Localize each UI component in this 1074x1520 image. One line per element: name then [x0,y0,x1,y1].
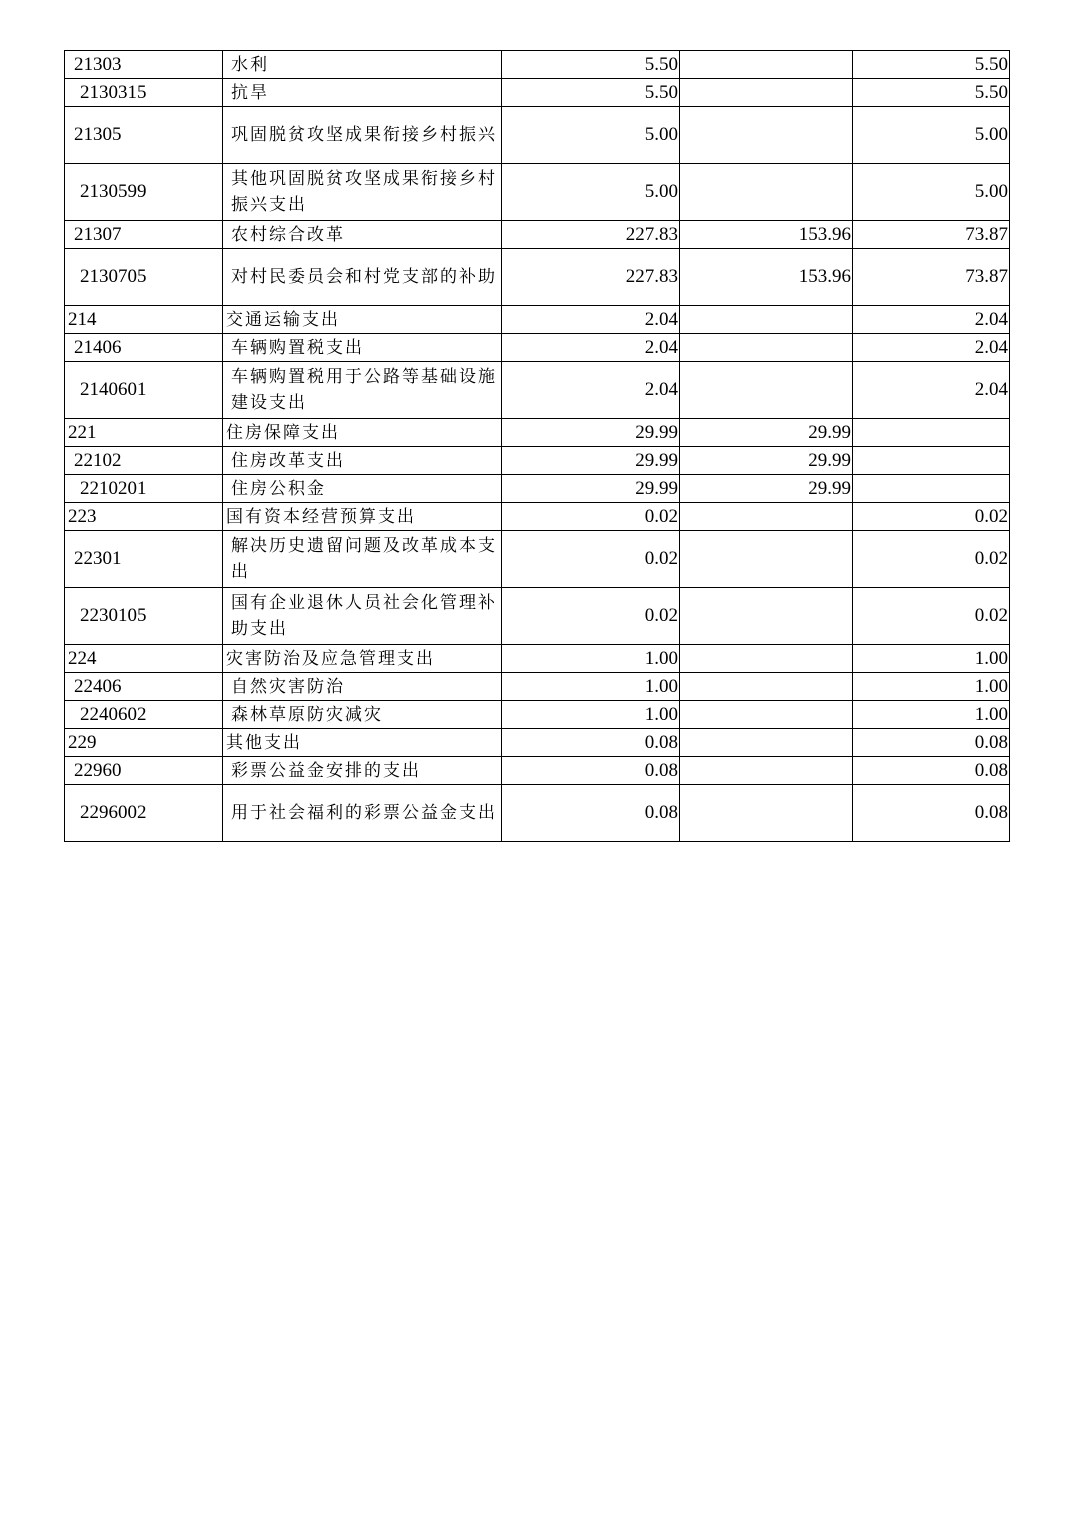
subject-name-cell: 巩固脱贫攻坚成果衔接乡村振兴 [223,107,502,164]
table-row [65,531,1010,588]
total-amount-cell: 5.50 [502,51,680,79]
subject-code-cell: 2130599 [65,164,223,221]
table-row [65,701,1010,729]
project-amount-cell: 0.02 [853,503,1010,531]
subject-code-cell: 21305 [65,107,223,164]
project-amount-cell [853,419,1010,447]
subject-name-cell: 其他巩固脱贫攻坚成果衔接乡村振兴支出 [223,164,502,221]
total-amount-cell: 5.00 [502,164,680,221]
subject-name-cell: 住房公积金 [223,475,502,503]
project-amount-cell: 2.04 [853,362,1010,419]
subject-name-cell: 解决历史遗留问题及改革成本支出 [223,531,502,588]
table-row [65,645,1010,673]
total-amount-cell: 0.08 [502,785,680,842]
table-row [65,785,1010,842]
project-amount-cell: 5.50 [853,79,1010,107]
subject-name-cell: 车辆购置税用于公路等基础设施建设支出 [223,362,502,419]
basic-amount-cell [680,306,853,334]
project-amount-cell: 5.00 [853,107,1010,164]
project-amount-cell: 0.08 [853,785,1010,842]
basic-amount-cell [680,729,853,757]
table-row [65,447,1010,475]
total-amount-cell: 1.00 [502,645,680,673]
project-amount-cell: 0.02 [853,588,1010,645]
subject-code-cell: 22301 [65,531,223,588]
total-amount-cell: 2.04 [502,306,680,334]
project-amount-cell: 1.00 [853,645,1010,673]
subject-name-cell: 其他支出 [223,729,502,757]
basic-amount-cell [680,107,853,164]
table-row [65,164,1010,221]
table-row [65,107,1010,164]
subject-code-cell: 22960 [65,757,223,785]
total-amount-cell: 2.04 [502,362,680,419]
project-amount-cell: 73.87 [853,221,1010,249]
subject-name-cell: 车辆购置税支出 [223,334,502,362]
subject-code-cell: 2130705 [65,249,223,306]
basic-amount-cell: 29.99 [680,475,853,503]
basic-amount-cell: 153.96 [680,221,853,249]
subject-code-cell: 2210201 [65,475,223,503]
subject-code-cell: 2140601 [65,362,223,419]
subject-code-cell: 22406 [65,673,223,701]
total-amount-cell: 227.83 [502,249,680,306]
table-row [65,503,1010,531]
basic-amount-cell: 29.99 [680,447,853,475]
project-amount-cell: 1.00 [853,673,1010,701]
subject-name-cell: 农村综合改革 [223,221,502,249]
total-amount-cell: 2.04 [502,334,680,362]
basic-amount-cell [680,362,853,419]
project-amount-cell: 5.50 [853,51,1010,79]
subject-code-cell: 223 [65,503,223,531]
subject-code-cell: 229 [65,729,223,757]
table-row [65,51,1010,79]
table-row [65,334,1010,362]
table-row [65,673,1010,701]
subject-code-cell: 2240602 [65,701,223,729]
subject-code-cell: 21307 [65,221,223,249]
table-body [65,51,1010,842]
subject-name-cell: 国有资本经营预算支出 [223,503,502,531]
subject-code-cell: 21406 [65,334,223,362]
table-row [65,588,1010,645]
basic-amount-cell: 29.99 [680,419,853,447]
total-amount-cell: 0.08 [502,757,680,785]
table-row [65,221,1010,249]
basic-amount-cell [680,673,853,701]
project-amount-cell: 2.04 [853,306,1010,334]
basic-amount-cell [680,334,853,362]
table-row [65,475,1010,503]
subject-code-cell: 22102 [65,447,223,475]
basic-amount-cell [680,79,853,107]
subject-name-cell: 彩票公益金安排的支出 [223,757,502,785]
total-amount-cell: 29.99 [502,447,680,475]
budget-table-sheet [64,50,1009,842]
subject-code-cell: 21303 [65,51,223,79]
project-amount-cell: 0.08 [853,729,1010,757]
subject-code-cell: 2230105 [65,588,223,645]
total-amount-cell: 1.00 [502,701,680,729]
project-amount-cell: 1.00 [853,701,1010,729]
subject-name-cell: 森林草原防灾减灾 [223,701,502,729]
subject-name-cell: 用于社会福利的彩票公益金支出 [223,785,502,842]
subject-name-cell: 灾害防治及应急管理支出 [223,645,502,673]
project-amount-cell [853,475,1010,503]
subject-code-cell: 214 [65,306,223,334]
total-amount-cell: 29.99 [502,475,680,503]
basic-amount-cell [680,645,853,673]
total-amount-cell: 1.00 [502,673,680,701]
subject-name-cell: 住房保障支出 [223,419,502,447]
total-amount-cell: 5.00 [502,107,680,164]
table-row [65,306,1010,334]
expenditure-table [64,50,1010,842]
subject-name-cell: 交通运输支出 [223,306,502,334]
subject-name-cell: 国有企业退休人员社会化管理补助支出 [223,588,502,645]
table-row [65,729,1010,757]
project-amount-cell: 2.04 [853,334,1010,362]
table-row [65,362,1010,419]
subject-name-cell: 水利 [223,51,502,79]
subject-name-cell: 对村民委员会和村党支部的补助 [223,249,502,306]
basic-amount-cell [680,588,853,645]
subject-code-cell: 221 [65,419,223,447]
project-amount-cell [853,447,1010,475]
project-amount-cell: 0.02 [853,531,1010,588]
basic-amount-cell [680,757,853,785]
basic-amount-cell [680,701,853,729]
total-amount-cell: 5.50 [502,79,680,107]
basic-amount-cell [680,164,853,221]
total-amount-cell: 0.02 [502,588,680,645]
basic-amount-cell [680,785,853,842]
total-amount-cell: 0.08 [502,729,680,757]
basic-amount-cell [680,503,853,531]
table-row [65,249,1010,306]
table-row [65,79,1010,107]
total-amount-cell: 29.99 [502,419,680,447]
basic-amount-cell [680,531,853,588]
basic-amount-cell [680,51,853,79]
project-amount-cell: 73.87 [853,249,1010,306]
total-amount-cell: 0.02 [502,503,680,531]
table-row [65,419,1010,447]
subject-code-cell: 2130315 [65,79,223,107]
project-amount-cell: 0.08 [853,757,1010,785]
subject-name-cell: 住房改革支出 [223,447,502,475]
subject-name-cell: 抗旱 [223,79,502,107]
project-amount-cell: 5.00 [853,164,1010,221]
basic-amount-cell: 153.96 [680,249,853,306]
total-amount-cell: 0.02 [502,531,680,588]
table-row [65,757,1010,785]
subject-name-cell: 自然灾害防治 [223,673,502,701]
subject-code-cell: 2296002 [65,785,223,842]
subject-code-cell: 224 [65,645,223,673]
total-amount-cell: 227.83 [502,221,680,249]
